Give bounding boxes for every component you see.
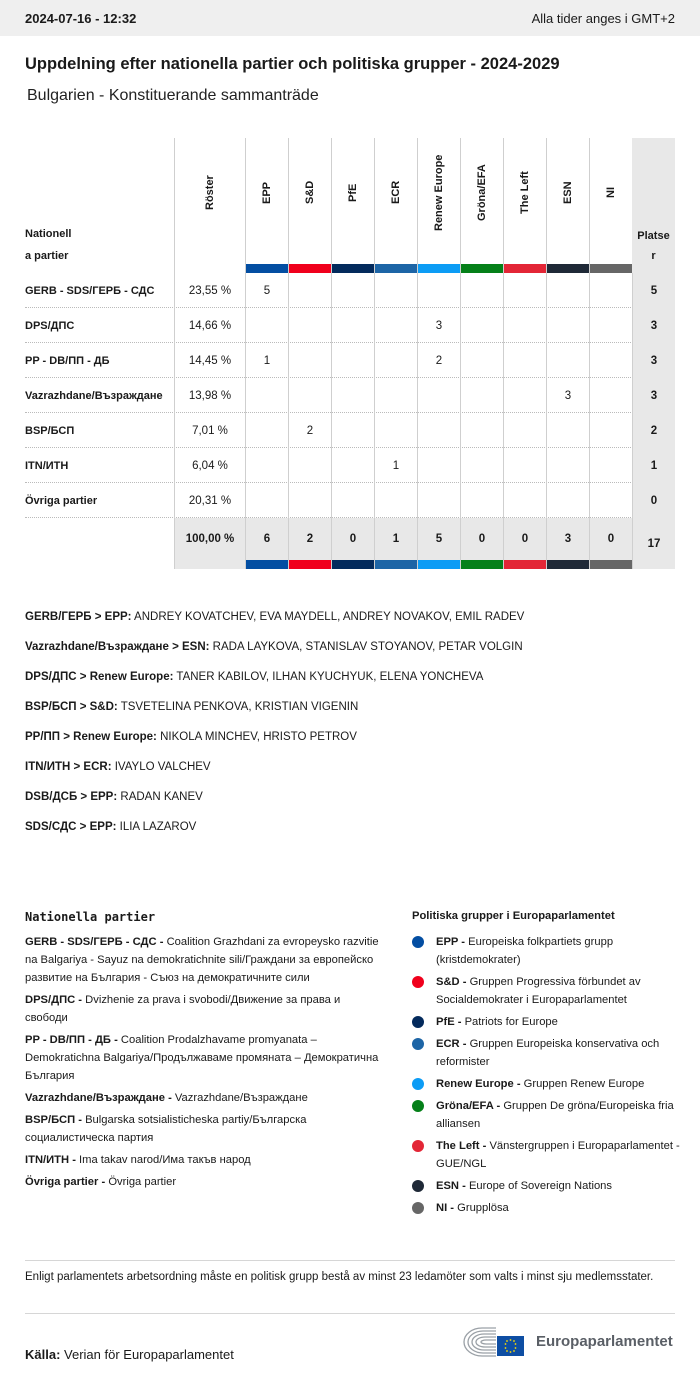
table-row <box>25 378 675 413</box>
legend-abbr: Övriga partier - <box>25 1176 109 1188</box>
votes-header: Röster <box>204 175 216 210</box>
national-legend-item <box>25 1089 380 1107</box>
group-color-bar <box>461 264 503 273</box>
group-header-esn <box>546 138 589 273</box>
party-name: GERB - SDS/ГЕРБ - СДС <box>25 284 155 297</box>
seat-cell: 3 <box>417 308 460 343</box>
legend-desc: Europeiska folkpartiets grupp (kristdemokrater) <box>436 936 614 966</box>
source-value: Verian för Europaparlamentet <box>60 1347 234 1362</box>
group-color-bar <box>418 264 460 273</box>
member-line <box>25 609 685 639</box>
legend-abbr: ECR - <box>436 1038 470 1050</box>
seat-cell <box>331 273 374 308</box>
legend-abbr: Renew Europe - <box>436 1078 524 1090</box>
legend-desc: Vazrazhdane/Възраждане <box>174 1092 308 1104</box>
table-row <box>25 308 675 343</box>
seats-total-cell: 3 <box>632 308 675 343</box>
group-color-bar <box>547 264 589 273</box>
national-legend-item <box>25 933 380 987</box>
group-legend-item <box>412 1177 682 1195</box>
seat-cell <box>503 273 546 308</box>
group-color-bar <box>332 560 374 569</box>
seat-cell <box>245 448 288 483</box>
legend-desc: Coalition Prodalzhavame promyanata – Demokratichna Balgariya/Продължаваме промяната – Демократична България <box>25 1034 379 1082</box>
seats-header: Platse r <box>632 138 675 273</box>
group-legend-heading: Politiska grupper i Europaparlamentet <box>412 910 615 922</box>
seat-cell <box>288 308 331 343</box>
divider <box>25 1260 675 1261</box>
seat-cell <box>245 378 288 413</box>
seat-cell: 3 <box>546 378 589 413</box>
member-names: NIKOLA MINCHEV, HRISTO PETROV <box>156 731 357 743</box>
seat-cell <box>288 448 331 483</box>
group-color-bar <box>590 560 632 569</box>
votes-cell: 7,01 % <box>174 413 245 448</box>
seat-cell <box>503 413 546 448</box>
seat-cell <box>417 448 460 483</box>
seat-cell <box>503 308 546 343</box>
results-table <box>25 138 675 569</box>
group-color-dot-icon <box>412 976 424 988</box>
group-header-ecr <box>374 138 417 273</box>
legend-abbr: Gröna/EFA - <box>436 1100 504 1112</box>
legend-desc: Patriots for Europe <box>464 1016 558 1028</box>
group-color-dot-icon <box>412 936 424 948</box>
member-names: ANDREY KOVATCHEV, EVA MAYDELL, ANDREY NOVAKOV, EMIL RADEV <box>131 611 525 623</box>
member-line <box>25 819 685 849</box>
seats-total-cell: 1 <box>632 448 675 483</box>
seat-cell <box>546 483 589 518</box>
seat-cell <box>460 308 503 343</box>
group-legend-item <box>412 1075 682 1093</box>
seat-cell <box>374 308 417 343</box>
legend-abbr: ITN/ИТН - <box>25 1154 80 1166</box>
votes-cell: 20,31 % <box>174 483 245 518</box>
seat-cell <box>503 448 546 483</box>
seat-cell <box>546 448 589 483</box>
seat-cell <box>331 448 374 483</box>
source-label: Källa: <box>25 1347 61 1362</box>
votes-cell: 23,55 % <box>174 273 245 308</box>
seat-cell <box>546 413 589 448</box>
seat-cell <box>374 483 417 518</box>
member-line <box>25 729 685 759</box>
member-party-group: DPS/ДПС > Renew Europe: <box>25 671 174 683</box>
seat-cell: 1 <box>374 448 417 483</box>
group-total: 5 <box>417 518 460 569</box>
seat-cell <box>417 413 460 448</box>
seat-cell <box>460 483 503 518</box>
group-color-bar <box>375 560 417 569</box>
seat-cell <box>331 378 374 413</box>
group-legend-item <box>412 1035 682 1071</box>
seat-cell <box>331 308 374 343</box>
legend-desc: Grupplösa <box>457 1202 509 1214</box>
group-color-bar <box>289 560 331 569</box>
seat-cell <box>331 413 374 448</box>
group-header-gr-na-efa <box>460 138 503 273</box>
seat-cell <box>546 308 589 343</box>
group-header-label: ESN <box>562 181 574 204</box>
member-party-group: Vazrazhdane/Възраждане > ESN: <box>25 641 210 653</box>
national-legend-item <box>25 991 380 1027</box>
group-legend-item <box>412 973 682 1009</box>
group-header-label: ECR <box>390 180 402 205</box>
group-header-the-left <box>503 138 546 273</box>
seat-cell <box>288 273 331 308</box>
legend-abbr: PP - DB/ПП - ДБ - <box>25 1034 121 1046</box>
member-names: ILIA LAZAROV <box>116 821 197 833</box>
seat-cell <box>288 343 331 378</box>
seat-cell <box>589 448 632 483</box>
group-legend-item <box>412 933 682 969</box>
group-color-bar <box>461 560 503 569</box>
source <box>25 1347 234 1362</box>
rules-note: Enligt parlamentets arbetsordning måste en politisk grupp bestå av minst 23 ledamöter som valts i minst sju medlemsstater. <box>25 1271 654 1283</box>
group-color-dot-icon <box>412 1202 424 1214</box>
legend-desc: Bulgarska sotsialisticheska partiy/Българска социалистическа партия <box>25 1114 307 1144</box>
group-color-bar <box>504 560 546 569</box>
group-legend-item <box>412 1137 682 1173</box>
group-total: 0 <box>503 518 546 569</box>
seat-cell <box>374 413 417 448</box>
seat-cell <box>417 378 460 413</box>
political-groups-legend <box>412 910 682 1221</box>
seat-cell <box>460 343 503 378</box>
member-party-group: BSP/БСП > S&D: <box>25 701 118 713</box>
legend-abbr: DPS/ДПС - <box>25 994 86 1006</box>
national-parties-legend <box>25 910 380 1195</box>
national-legend-item <box>25 1173 380 1191</box>
seat-cell: 1 <box>245 343 288 378</box>
legend-desc: Gruppen Renew Europe <box>523 1078 645 1090</box>
group-total: 6 <box>245 518 288 569</box>
party-name: BSP/БСП <box>25 424 75 437</box>
seat-cell <box>331 483 374 518</box>
legend-desc: Övriga partier <box>108 1176 177 1188</box>
group-total: 2 <box>288 518 331 569</box>
page-subtitle: Bulgarien - Konstituerande sammanträde <box>27 87 319 104</box>
group-color-bar <box>375 264 417 273</box>
member-party-group: ITN/ИТН > ECR: <box>25 761 112 773</box>
group-color-bar <box>504 264 546 273</box>
table-header <box>25 138 675 273</box>
seat-cell <box>503 378 546 413</box>
group-legend-item <box>412 1199 682 1217</box>
national-parties-header: Nationell a partier <box>25 228 72 262</box>
member-party-group: PP/ПП > Renew Europe: <box>25 731 157 743</box>
seat-cell <box>374 378 417 413</box>
legend-desc: Ima takav narod/Има такъв народ <box>79 1154 251 1166</box>
member-line <box>25 669 685 699</box>
parliament-hemicycle-icon <box>460 1322 530 1360</box>
seat-cell <box>589 413 632 448</box>
seats-total-cell: 2 <box>632 413 675 448</box>
seat-cell <box>245 483 288 518</box>
table-row <box>25 273 675 308</box>
member-line <box>25 759 685 789</box>
group-legend-item <box>412 1013 682 1031</box>
group-color-dot-icon <box>412 1016 424 1028</box>
member-line <box>25 699 685 729</box>
group-total: 0 <box>589 518 632 569</box>
national-legend-item <box>25 1151 380 1169</box>
group-color-bar <box>547 560 589 569</box>
seat-cell <box>589 343 632 378</box>
party-name: Övriga partier <box>25 494 98 507</box>
seats-total-cell: 0 <box>632 483 675 518</box>
group-color-dot-icon <box>412 1100 424 1112</box>
legend-abbr: Vazrazhdane/Възраждане - <box>25 1092 175 1104</box>
ep-logo <box>460 1322 673 1360</box>
group-header-s-d <box>288 138 331 273</box>
party-name: PP - DB/ПП - ДБ <box>25 354 110 367</box>
seat-cell <box>331 343 374 378</box>
group-total: 1 <box>374 518 417 569</box>
group-header-renew-europe <box>417 138 460 273</box>
seat-cell <box>288 378 331 413</box>
group-total: 0 <box>331 518 374 569</box>
legend-desc: Gruppen Progressiva förbundet av Socialdemokrater i Europaparlamentet <box>436 976 641 1006</box>
seat-cell <box>417 273 460 308</box>
legend-desc: Vänstergruppen i Europaparlamentet - GUE/NGL <box>436 1140 680 1170</box>
seat-cell <box>288 483 331 518</box>
group-legend-item <box>412 1097 682 1133</box>
table-row <box>25 448 675 483</box>
group-header-label: NI <box>605 187 617 198</box>
legend-abbr: BSP/БСП - <box>25 1114 86 1126</box>
group-color-dot-icon <box>412 1078 424 1090</box>
party-name: DPS/ДПС <box>25 319 75 332</box>
seats-grand-total: 17 <box>632 518 675 569</box>
legend-desc: Dvizhenie za prava i svobodi/Движение за права и свободи <box>25 994 341 1024</box>
totals-row <box>25 518 675 569</box>
member-names: TANER KABILOV, ILHAN KYUCHYUK, ELENA YONCHEVA <box>173 671 484 683</box>
table-row <box>25 483 675 518</box>
national-legend-item <box>25 1111 380 1147</box>
member-line <box>25 789 685 819</box>
seat-cell <box>460 448 503 483</box>
group-color-dot-icon <box>412 1180 424 1192</box>
ep-logo-text: Europaparlamentet <box>536 1332 673 1350</box>
table-row <box>25 413 675 448</box>
seat-cell <box>589 483 632 518</box>
votes-cell: 14,45 % <box>174 343 245 378</box>
legend-abbr: S&D - <box>436 976 470 988</box>
seats-total-cell: 3 <box>632 378 675 413</box>
legend-desc: Europe of Sovereign Nations <box>468 1180 612 1192</box>
seat-cell <box>589 378 632 413</box>
legend-abbr: ESN - <box>436 1180 469 1192</box>
divider <box>25 1313 675 1314</box>
seat-cell <box>589 273 632 308</box>
group-header-epp <box>245 138 288 273</box>
seat-cell <box>245 308 288 343</box>
member-party-group: GERB/ГЕРБ > EPP: <box>25 611 132 623</box>
group-color-dot-icon <box>412 1140 424 1152</box>
seat-cell: 5 <box>245 273 288 308</box>
member-names: RADA LAYKOVA, STANISLAV STOYANOV, PETAR VOLGIN <box>209 641 523 653</box>
timezone-note: Alla tider anges i GMT+2 <box>531 10 675 26</box>
group-color-bar <box>246 264 288 273</box>
seat-cell: 2 <box>288 413 331 448</box>
table-row <box>25 343 675 378</box>
group-total: 0 <box>460 518 503 569</box>
group-header-ni <box>589 138 632 273</box>
member-party-group: SDS/СДС > EPP: <box>25 821 117 833</box>
page-title: Uppdelning efter nationella partier och politiska grupper - 2024-2029 <box>25 55 560 73</box>
legend-desc: Coalition Grazhdani za evropeysko razvitie na Balgariya - Sayuz na demokratichnite sili/Граждани за европейско развитие на България - Съюз на демократичните сили <box>25 936 379 984</box>
member-names: IVAYLO VALCHEV <box>111 761 211 773</box>
national-legend-item <box>25 1031 380 1085</box>
legend-abbr: EPP - <box>436 936 469 948</box>
legend-abbr: PfE - <box>436 1016 465 1028</box>
group-color-bar <box>246 560 288 569</box>
group-color-bar <box>418 560 460 569</box>
group-header-label: EPP <box>261 181 273 204</box>
group-header-label: PfE <box>347 183 359 202</box>
legend-desc: Gruppen De gröna/Europeiska fria alliansen <box>436 1100 674 1130</box>
votes-cell: 6,04 % <box>174 448 245 483</box>
legend-abbr: The Left - <box>436 1140 490 1152</box>
votes-cell: 13,98 % <box>174 378 245 413</box>
group-header-label: The Left <box>519 171 531 214</box>
national-legend-heading: Nationella partier <box>25 910 156 924</box>
party-name: Vazrazhdane/Възраждане <box>25 389 163 402</box>
party-name: ITN/ИТН <box>25 459 69 472</box>
top-bar <box>0 0 700 36</box>
votes-header-cell <box>174 138 245 273</box>
seat-cell <box>589 308 632 343</box>
group-total: 3 <box>546 518 589 569</box>
seat-cell <box>546 273 589 308</box>
seat-cell <box>460 273 503 308</box>
group-color-bar <box>590 264 632 273</box>
seat-cell <box>503 343 546 378</box>
group-header-label: Gröna/EFA <box>476 164 488 221</box>
seat-cell: 2 <box>417 343 460 378</box>
votes-total: 100,00 % <box>174 518 245 569</box>
seat-cell <box>374 273 417 308</box>
seat-cell <box>460 413 503 448</box>
seat-cell <box>374 343 417 378</box>
seat-cell <box>460 378 503 413</box>
seats-total-cell: 5 <box>632 273 675 308</box>
legend-desc: Gruppen Europeiska konservativa och reformister <box>436 1038 660 1068</box>
seat-cell <box>546 343 589 378</box>
members-list <box>25 609 685 849</box>
legend-abbr: NI - <box>436 1202 458 1214</box>
seat-cell <box>503 483 546 518</box>
group-header-label: Renew Europe <box>433 154 445 231</box>
votes-cell: 14,66 % <box>174 308 245 343</box>
table-body <box>25 273 675 518</box>
group-color-bar <box>289 264 331 273</box>
member-names: TSVETELINA PENKOVA, KRISTIAN VIGENIN <box>117 701 359 713</box>
group-color-bar <box>332 264 374 273</box>
seat-cell <box>417 483 460 518</box>
legend-abbr: GERB - SDS/ГЕРБ - СДС - <box>25 936 167 948</box>
member-party-group: DSB/ДСБ > EPP: <box>25 791 118 803</box>
group-color-dot-icon <box>412 1038 424 1050</box>
timestamp: 2024-07-16 - 12:32 <box>25 10 137 26</box>
group-header-pfe <box>331 138 374 273</box>
seats-total-cell: 3 <box>632 343 675 378</box>
seat-cell <box>245 413 288 448</box>
member-line <box>25 639 685 669</box>
member-names: RADAN KANEV <box>117 791 203 803</box>
group-header-label: S&D <box>304 180 316 205</box>
